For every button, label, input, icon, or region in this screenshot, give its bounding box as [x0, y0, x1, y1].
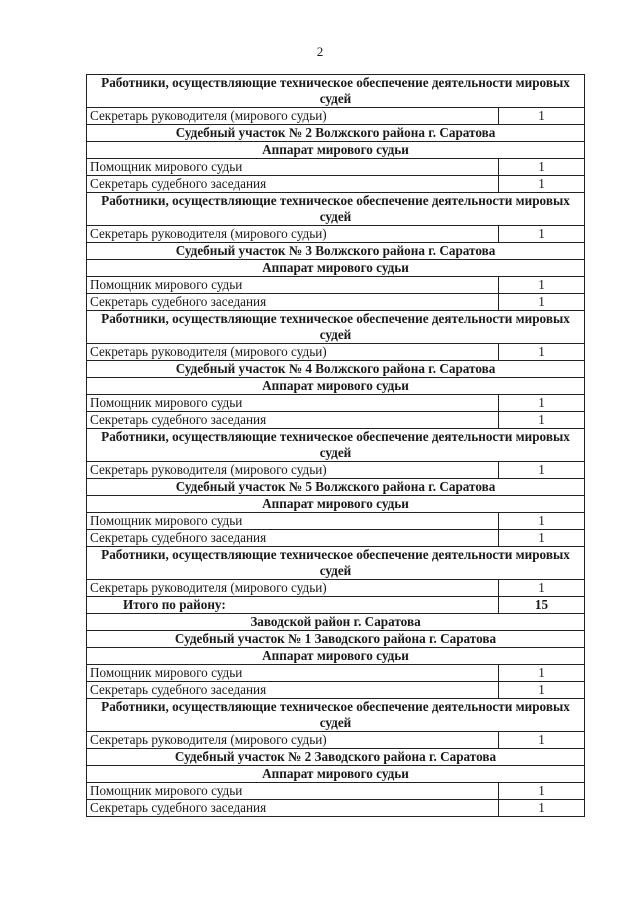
position-count: 1	[499, 412, 585, 429]
total-label: Итого по району:	[87, 597, 499, 614]
position-row	[87, 159, 585, 176]
section-header-row	[87, 243, 585, 260]
section-header-row	[87, 193, 585, 226]
position-row	[87, 412, 585, 429]
position-count: 1	[499, 783, 585, 800]
position-label: Секретарь судебного заседания	[87, 682, 499, 699]
section-header: Судебный участок № 3 Волжского района г. Саратова	[87, 243, 585, 260]
section-header: Судебный участок № 5 Волжского района г. Саратова	[87, 479, 585, 496]
position-row	[87, 108, 585, 125]
section-header: Судебный участок № 2 Волжского района г. Саратова	[87, 125, 585, 142]
position-row	[87, 395, 585, 412]
position-label: Секретарь судебного заседания	[87, 800, 499, 817]
position-row	[87, 732, 585, 749]
position-count: 1	[499, 800, 585, 817]
position-row	[87, 800, 585, 817]
section-header: Работники, осуществляющие техническое обеспечение деятельности мировых судей	[87, 193, 585, 226]
section-header-row	[87, 429, 585, 462]
position-label: Секретарь руководителя (мирового судьи)	[87, 344, 499, 361]
position-count: 1	[499, 530, 585, 547]
position-row	[87, 682, 585, 699]
section-header-row	[87, 378, 585, 395]
position-label: Секретарь судебного заседания	[87, 530, 499, 547]
page-number: 2	[316, 44, 324, 59]
position-count: 1	[499, 682, 585, 699]
section-header: Работники, осуществляющие техническое обеспечение деятельности мировых судей	[87, 75, 585, 108]
position-label: Помощник мирового судьи	[87, 277, 499, 294]
position-label: Секретарь руководителя (мирового судьи)	[87, 108, 499, 125]
position-label: Помощник мирового судьи	[87, 665, 499, 682]
section-header: Работники, осуществляющие техническое обеспечение деятельности мировых судей	[87, 429, 585, 462]
position-count: 1	[499, 176, 585, 193]
position-row	[87, 580, 585, 597]
section-header-row	[87, 631, 585, 648]
section-header: Судебный участок № 2 Заводского района г. Саратова	[87, 749, 585, 766]
section-header-row	[87, 496, 585, 513]
position-row	[87, 294, 585, 311]
position-label: Секретарь руководителя (мирового судьи)	[87, 462, 499, 479]
position-row	[87, 783, 585, 800]
table-body	[87, 75, 585, 817]
position-row	[87, 513, 585, 530]
section-header: Аппарат мирового судьи	[87, 766, 585, 783]
section-header-row	[87, 766, 585, 783]
position-label: Помощник мирового судьи	[87, 513, 499, 530]
section-header-row	[87, 311, 585, 344]
position-row	[87, 176, 585, 193]
section-header-row	[87, 479, 585, 496]
section-header-row	[87, 361, 585, 378]
position-count: 1	[499, 159, 585, 176]
position-count: 1	[499, 665, 585, 682]
section-header: Работники, осуществляющие техническое обеспечение деятельности мировых судей	[87, 699, 585, 732]
position-label: Секретарь судебного заседания	[87, 294, 499, 311]
section-header: Работники, осуществляющие техническое обеспечение деятельности мировых судей	[87, 547, 585, 580]
total-value: 15	[499, 597, 585, 614]
position-label: Помощник мирового судьи	[87, 783, 499, 800]
position-count: 1	[499, 732, 585, 749]
section-header: Судебный участок № 4 Волжского района г. Саратова	[87, 361, 585, 378]
section-header: Аппарат мирового судьи	[87, 142, 585, 159]
position-count: 1	[499, 277, 585, 294]
section-header-row	[87, 749, 585, 766]
position-label: Секретарь руководителя (мирового судьи)	[87, 580, 499, 597]
position-row	[87, 462, 585, 479]
position-count: 1	[499, 294, 585, 311]
position-label: Секретарь судебного заседания	[87, 176, 499, 193]
position-row	[87, 530, 585, 547]
section-header-row	[87, 260, 585, 277]
section-header: Аппарат мирового судьи	[87, 648, 585, 665]
position-count: 1	[499, 395, 585, 412]
position-label: Секретарь судебного заседания	[87, 412, 499, 429]
staff-table	[86, 74, 585, 817]
section-header: Аппарат мирового судьи	[87, 378, 585, 395]
position-label: Помощник мирового судьи	[87, 159, 499, 176]
position-count: 1	[499, 226, 585, 243]
position-count: 1	[499, 513, 585, 530]
position-count: 1	[499, 580, 585, 597]
section-header-row	[87, 547, 585, 580]
position-count: 1	[499, 344, 585, 361]
section-header: Аппарат мирового судьи	[87, 496, 585, 513]
position-count: 1	[499, 108, 585, 125]
section-header: Работники, осуществляющие техническое обеспечение деятельности мировых судей	[87, 311, 585, 344]
section-header: Аппарат мирового судьи	[87, 260, 585, 277]
position-row	[87, 226, 585, 243]
position-row	[87, 277, 585, 294]
section-header-row	[87, 699, 585, 732]
section-header: Судебный участок № 1 Заводского района г. Саратова	[87, 631, 585, 648]
section-header: Заводской район г. Саратова	[87, 614, 585, 631]
position-row	[87, 665, 585, 682]
position-row	[87, 344, 585, 361]
section-header-row	[87, 648, 585, 665]
position-label: Секретарь руководителя (мирового судьи)	[87, 732, 499, 749]
section-header-row	[87, 614, 585, 631]
section-header-row	[87, 75, 585, 108]
section-header-row	[87, 142, 585, 159]
position-label: Секретарь руководителя (мирового судьи)	[87, 226, 499, 243]
position-label: Помощник мирового судьи	[87, 395, 499, 412]
position-count: 1	[499, 462, 585, 479]
total-row	[87, 597, 585, 614]
section-header-row	[87, 125, 585, 142]
